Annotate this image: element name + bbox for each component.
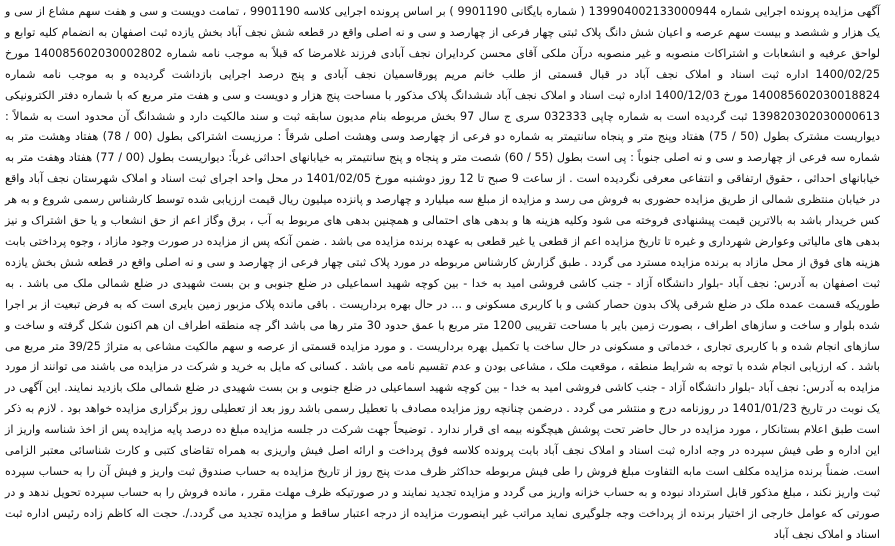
notice-body-text: آگهی مزایده پرونده اجرایی شماره 139904002133000944 ( شماره بایگانی 9901190 ) بر اساس پرونده اجرایی کلاسه 9901190 ، تمامت دویست و سی و هفت سهم مشاع از سی و یک هزار و ششصد و بیست سهم عرصه و اعیان شش دانگ پلاک ثبتی چهار فرعی از چهارصد و سی و نه اصلی واقع در قطعه شش نجف آباد بخش یازده ثبت اصفهان به انضمام کلیه توابع و لواحق عرفیه و انشعابات و اشتراکات منصوبه و غیر منصوبه درآن ملکی آقای محسن کردایران نجف آبادی فرزند غلامرضا که قبلاً به موجب نامه شماره 140085602030002802 مورخ 1400/02/25 اداره ثبت اسناد و املاک نجف آباد در قبال قسمتی از طلب خانم مریم پورقاسمیان نجف آبادی و پنج درصد اجرایی بازداشت گردیده و به موجب نامه شماره 140085602030018824 مورخ 1400/12/03 اداره ثبت اسناد و املاک نجف آباد ششدانگ پلاک مذکور با مساحت پنج هزار و دویست و سی و هفت متر مربع که با شماره دفتر الکترونیکی 139820302030000613 ثبت گردیده است به شماره چاپی 032333 سری ج سال 97 بخش مربوطه بنام مدیون سابقه ثبت و سند مالکیت دارد و ششدانگ آن محدود است به شمالاً : دیواریست مشترک بطول (50 / 75) هفتاد وپنج متر و پنجاه سانتیمتر به شماره دو فرعی از چهارصد وسی وهشت اصلی شرقاً : مرزیست اشتراکی بطول (00 / 78) هفتاد وهشت متر به شماره سه فرعی از چهارصد و سی و نه اصلی جنوباً : پی است بطول (55 / 60) شصت متر و پنجاه و پنج سانتیمتر به خیابانهای احداثی غرباً: دیواریست بطول (00 / 77) هفتاد وهفت متر به خیابانهای احداثی ، حقوق ارتفاقی و انتفاعی معرفی نگردیده است . از ساعت 9 صبح تا 12 روز دوشنبه مورخ 1401/02/05 در محل واحد اجرای ثبت اسناد و املاک شهرستان نجف آباد واقع در خیابان منتظری شمالی از طریق مزایده حضوری به فروش می رسد و مزایده از مبلغ سه میلیارد و چهارصد و پانزده میلیون ریال قیمت ارزیابی شده توسط کارشناس رسمی شروع و به هر کس خریدار باشد به بالاترین قیمت پیشنهادی فروخته می شود وکلیه هزینه ها و بدهی های احتمالی و همچنین بدهی های مربوط به آب ، برق وگاز اعم از حق انشعاب و یا حق اشتراک و نیز بدهی های مالیاتی وعوارض شهرداری و غیره تا تاریخ مزایده اعم از قطعی یا غیر قطعی به عهده برنده مزایده می باشد . ضمن آنکه پس از مزایده در صورت وجود مازاد ، وجوه پرداختی بابت هزینه های فوق از محل مازاد به برنده مزایده مسترد می گردد . طبق گزارش کارشناس مربوطه در مورد پلاک ثبتی چهار فرعی از چهارصد و سی و نه اصلی واقع در قطعه شش بخش یازده ثبت اصفهان به آدرس: نجف آباد -بلوار دانشگاه آزاد - جنب کاشی فروشی امید به خدا - بین کوچه شهید اسماعیلی در ضلع جنوبی و بن بست شهیدی در ضلع شمالی ملک می باشد . به طوریکه قسمت عمده ملک در ضلع شرقی پلاک بدون حصار کشی و با کاربری مسکونی و ... در حال بهره برداریست . باقی مانده پلاک مزبور زمین بایری است که به فرض تبعیت از بر اجرا شده بلوار و ساخت و سازهای اطراف ، بصورت زمین بایر با مساحت تقریبی 1200 متر مربع با عمق حدود 30 متر رها می باشد اگر چه منطقه اطراف ان هم اکنون شکل گرفته و ساخت و سازهای انجام شده و با کاربری تجاری ، خدماتی و مسکونی در حال ساخت یا تکمیل بهره برداریست . و مورد مزایده قسمتی از عرصه و سهم مالکیت مشاعی به متراژ 39/25 متر مربع می باشد . که ارزیابی انجام شده با توجه به شرایط منطقه ، موقعیت ملک ، مشاعی بودن و عدم تقسیم نامه می باشد . کسانی که مایل به خرید و شرکت در مزایده می باشند می توانند از مورد مزایده به آدرس: نجف آباد -بلوار دانشگاه آزاد - جنب کاشی فروشی امید به خدا - بین کوچه شهید اسماعیلی در ضلع جنوبی و بن بست شهیدی در ضلع شمالی ملک بازدید نمایند. این آگهی در یک نوبت در تاریخ 1401/01/23 در روزنامه درج و منتشر می گردد . درضمن چنانچه روز مزایده مصادف با تعطیل رسمی باشد روز بعد از تعطیلی روز برگزاری مزایده خواهد بود . لازم به ذکر است طبق اعلام بستانکار ، مورد مزایده در حال حاضر تحت پوشش هیچگونه بیمه ای قرار ندارد . توضیحاً جهت شرکت در جلسه مزایده مبلغ ده درصد پایه مزایده پس از اخذ شناسه واریز از این اداره و طی فیش سپرده در وجه اداره ثبت اسناد و املاک نجف آباد بابت پرونده کلاسه فوق پرداخت و ارائه اصل فیش واریزی به همراه تقاضای کتبی و کارت شناسائی معتبر الزامی است. ضمناً برنده مزایده مکلف است مابه التفاوت مبلغ فروش را طی فیش مربوطه حداکثر ظرف مدت پنج روز از تاریخ مزایده به حساب صندوق ثبت واریز و فیش آن را به حساب سپرده ثبت واریز نکند ، مبلغ مذکور قابل استرداد نبوده و به حساب خزانه واریز می گردد و مزایده تجدید نمایند و در صورتیکه ظرف مهلت مقرر ، مانده فروش را به حساب سپرده تحویل ندهد و در صورتی که عوامل خارجی از اختیار برنده از پرداخت وجه جلوگیری نماید مراتب غیر اینصورت مزایده از درجه اعتبار ساقط و مزایده تجدید می گردد./. حجت اله کاظم زاده رئیس اداره ثبت اسناد و املاک نجف آباد xyxy=(5,5,881,541)
